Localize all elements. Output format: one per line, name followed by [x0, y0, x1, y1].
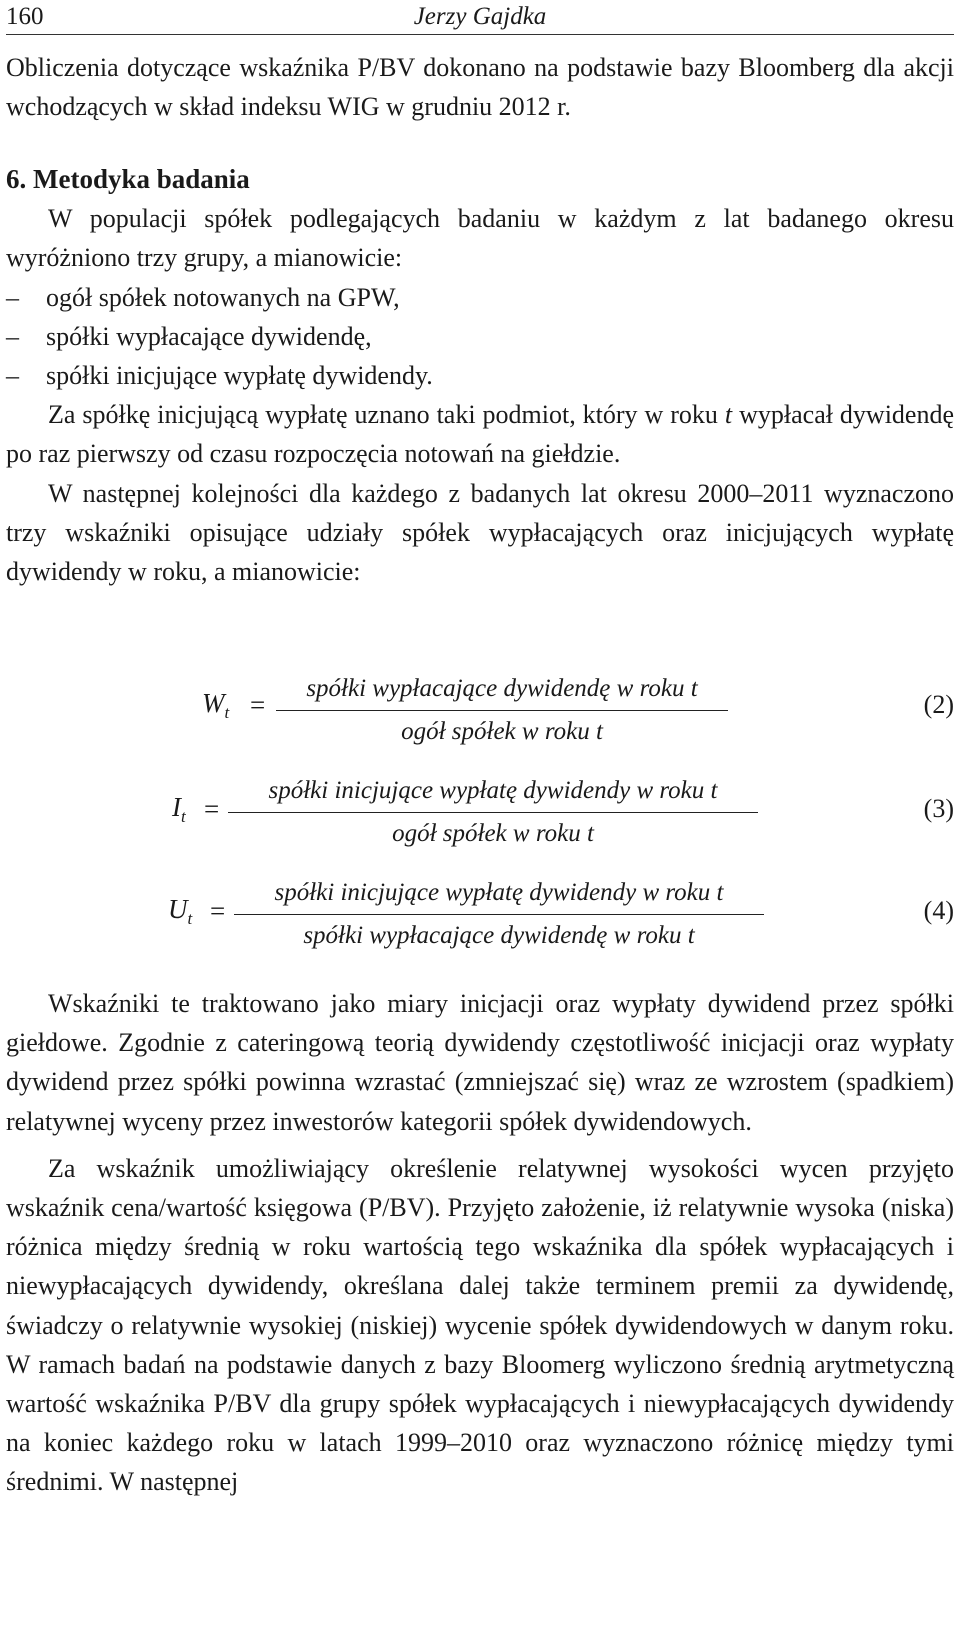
formula-symbol: $W_t$ [202, 688, 230, 722]
denominator: ogół spółek w roku t [401, 718, 603, 745]
paragraph-catering-theory: Wskaźniki te traktowano jako miary inicjacji oraz wypłaty dywidend przez spółki giełdowe. Zgodnie z cateringową teorią dywidendy częstotliwość inicjacji oraz wypłaty dywidend przez spółki powinna wzrastać (zmniejszać się) wraz ze wzrostem (spadkiem) relatywnej wyceny przez inwestorów kategorii spółek dywidendowych. [6, 989, 954, 1136]
fraction [276, 672, 728, 749]
group-list [6, 278, 954, 396]
intro-block [6, 48, 954, 126]
page-number: 160 [6, 3, 44, 30]
methodology-section [6, 160, 954, 591]
running-header [6, 0, 954, 35]
formula-symbol: $I_t$ [172, 792, 186, 826]
fraction [234, 876, 764, 953]
fraction [228, 774, 758, 851]
running-author: Jerzy Gajdka [413, 3, 547, 30]
equals-sign: = [250, 690, 266, 720]
formula-symbol: $U_t$ [168, 894, 193, 928]
paragraph-pbv-premium: Za wskaźnik umożliwiający określenie relatywnej wysokości wycen przyjęto wskaźnik cena/wartość księgowa (P/BV). Przyjęto założenie, iż relatywnie wysoka (niska) różnica między średnią w roku wartością tego wskaźnika dla spółek wypłacających i niewypłacających dywidendy, określana dalej także terminem premii za dywidendę, świadczy o relatywnie wysokiej (niskiej) wycenie spółek dywidendowych w danym roku. W ramach badań na podstawie danych z bazy Bloomerg wyliczono średnią arytmetyczną wartość wskaźnika P/BV dla grupy spółek wypłacających i niewypłacających dywidendy na koniec każdego roku w latach 1999–2010 oraz wyznaczono różnicę między tymi średnimi. W następnej [6, 1153, 954, 1497]
equals-sign: = [204, 794, 220, 824]
denominator: spółki wypłacające dywidendę w roku t [303, 922, 695, 949]
equation-number: (3) [923, 794, 954, 823]
list-item: – ogół spółek notowanych na GPW, [6, 282, 400, 312]
formula-3 [6, 774, 954, 854]
fraction-bar [276, 710, 728, 711]
paragraph-indicators-intro: W następnej kolejności dla każdego z badanych lat okresu 2000–2011 wyznaczono trzy wskaźniki opisujące udziały spółek wypłacających oraz inicjujących wypłatę dywidendy w roku, a mianowicie: [6, 478, 954, 587]
equals-sign: = [210, 896, 226, 926]
list-item: – spółki wypłacające dywidendę, [6, 321, 372, 351]
equation-number: (2) [923, 690, 954, 719]
list-item: – spółki inicjujące wypłatę dywidendy. [6, 361, 433, 391]
denominator: ogół spółek w roku t [392, 820, 594, 847]
paragraph-initiating-definition: Za spółkę inicjującą wypłatę uznano taki podmiot, który w roku t wypłacał dywidendę po raz pierwszy od czasu rozpoczęcia notowań na giełdzie. [6, 400, 954, 469]
numerator: spółki wypłacające dywidendę w roku t [306, 675, 698, 702]
paragraph-groups: W populacji spółek podlegających badaniu w każdym z lat badanego okresu wyróżniono trzy grupy, a mianowicie: [6, 204, 954, 273]
formula-2 [6, 672, 954, 752]
numerator: spółki inicjujące wypłatę dywidendy w roku t [274, 879, 724, 906]
equation-number: (4) [923, 896, 954, 925]
section-heading: 6. Metodyka badania [6, 164, 250, 194]
fraction-bar [234, 914, 764, 915]
numerator: spółki inicjujące wypłatę dywidendy w roku t [268, 777, 718, 804]
intro-paragraph: Obliczenia dotyczące wskaźnika P/BV dokonano na podstawie bazy Bloomberg dla akcji wchodzących w skład indeksu WIG w grudniu 2012 r. [6, 53, 954, 122]
fraction-bar [228, 812, 758, 813]
closing-section [6, 984, 954, 1502]
formula-4 [6, 876, 954, 956]
